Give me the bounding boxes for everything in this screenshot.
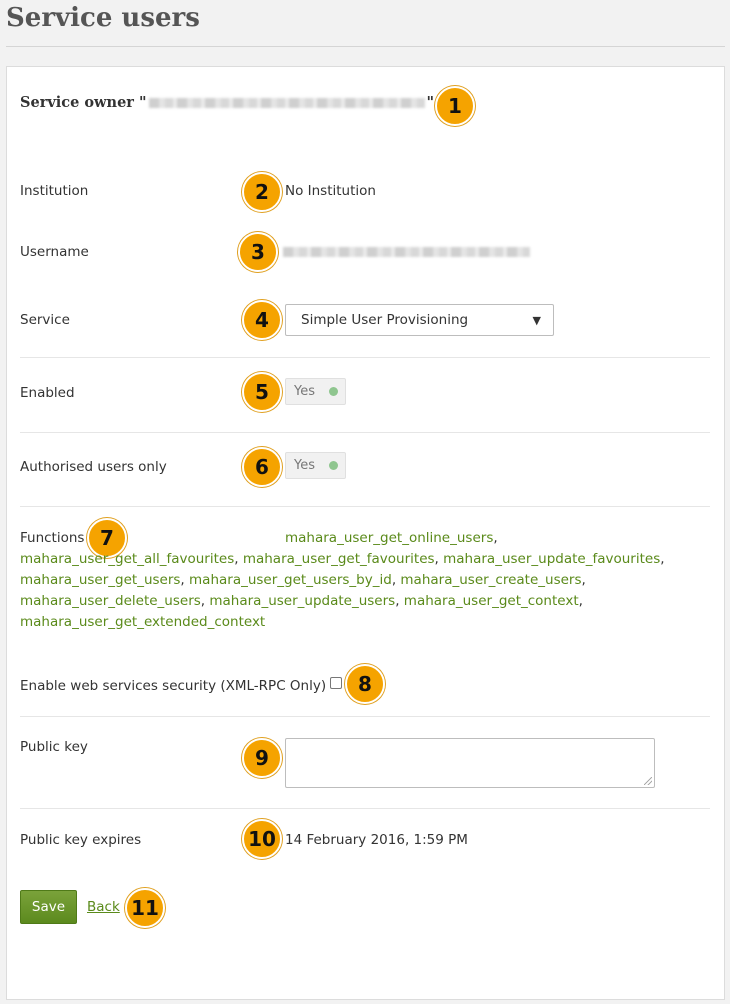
authorised-toggle-label: Yes — [294, 458, 315, 473]
divider — [20, 808, 710, 809]
function-link[interactable]: mahara_user_get_online_users — [285, 530, 494, 546]
redacted-owner-name — [149, 98, 425, 108]
username-label: Username — [20, 244, 89, 260]
callout-badge-8: 8 — [345, 664, 385, 704]
divider — [20, 357, 710, 358]
callout-badge-5: 5 — [242, 372, 282, 412]
callout-badge-1: 1 — [435, 86, 475, 126]
callout-badge-7: 7 — [87, 518, 127, 558]
function-link[interactable]: mahara_user_update_favourites — [443, 551, 661, 567]
function-link[interactable]: mahara_user_get_users — [20, 572, 181, 588]
institution-value: No Institution — [285, 183, 376, 199]
callout-badge-2: 2 — [242, 172, 282, 212]
back-link[interactable]: Back — [87, 899, 120, 915]
toggle-status-dot-icon — [329, 461, 338, 470]
public-key-expires-label: Public key expires — [20, 832, 142, 848]
public-key-textarea[interactable] — [285, 738, 655, 788]
divider — [20, 716, 710, 717]
authorised-users-label: Authorised users only — [20, 459, 167, 475]
service-label: Service — [20, 312, 70, 328]
toggle-status-dot-icon — [329, 387, 338, 396]
callout-badge-4: 4 — [242, 300, 282, 340]
divider — [20, 506, 710, 507]
functions-list: mahara_user_get_online_users, mahara_user_get_all_favourites, mahara_user_get_favourites, mahara_user_update_favourites, mahara_user_get_users, mahara_user_get_users_by_id, mahara_user_create_users, mahara_user_delete_users, mahara_user_update_users, mahara_user_get_context, mahara_user_get_extended_context — [20, 530, 665, 630]
dropdown-arrow-icon: ▼ — [532, 313, 541, 327]
service-select[interactable] — [285, 304, 554, 336]
ws-security-checkbox[interactable] — [330, 677, 342, 689]
callout-badge-9: 9 — [242, 738, 282, 778]
function-link[interactable]: mahara_user_create_users — [400, 572, 582, 588]
owner-heading-prefix: Service owner " — [20, 94, 147, 111]
function-link[interactable]: mahara_user_get_extended_context — [20, 614, 266, 630]
callout-badge-11: 11 — [125, 888, 165, 928]
authorised-users-toggle[interactable] — [285, 452, 346, 479]
enabled-toggle[interactable] — [285, 378, 346, 405]
save-button[interactable]: Save — [20, 890, 77, 924]
callout-badge-10: 10 — [242, 819, 282, 859]
public-key-expires-value: 14 February 2016, 1:59 PM — [285, 832, 468, 848]
function-link[interactable]: mahara_user_get_users_by_id — [189, 572, 392, 588]
service-select-value: Simple User Provisioning — [301, 312, 469, 328]
enabled-toggle-label: Yes — [294, 384, 315, 399]
ws-security-label: Enable web services security (XML-RPC Only) — [20, 678, 327, 694]
functions-label: Functions — [20, 530, 85, 546]
divider — [20, 432, 710, 433]
redacted-username — [283, 247, 530, 257]
function-link[interactable]: mahara_user_update_users — [209, 593, 396, 609]
page-title: Service users — [6, 3, 200, 33]
function-link[interactable]: mahara_user_delete_users — [20, 593, 201, 609]
function-link[interactable]: mahara_user_get_all_favourites — [20, 551, 235, 567]
enabled-label: Enabled — [20, 385, 75, 401]
callout-badge-6: 6 — [242, 447, 282, 487]
title-divider — [6, 46, 725, 47]
callout-badge-3: 3 — [238, 232, 278, 272]
function-link[interactable]: mahara_user_get_favourites — [242, 551, 435, 567]
public-key-label: Public key — [20, 739, 88, 755]
owner-heading-suffix: " — [426, 94, 435, 111]
function-link[interactable]: mahara_user_get_context — [403, 593, 579, 609]
resize-grip-icon[interactable] — [644, 777, 652, 785]
institution-label: Institution — [20, 183, 89, 199]
service-owner-heading — [20, 94, 434, 111]
